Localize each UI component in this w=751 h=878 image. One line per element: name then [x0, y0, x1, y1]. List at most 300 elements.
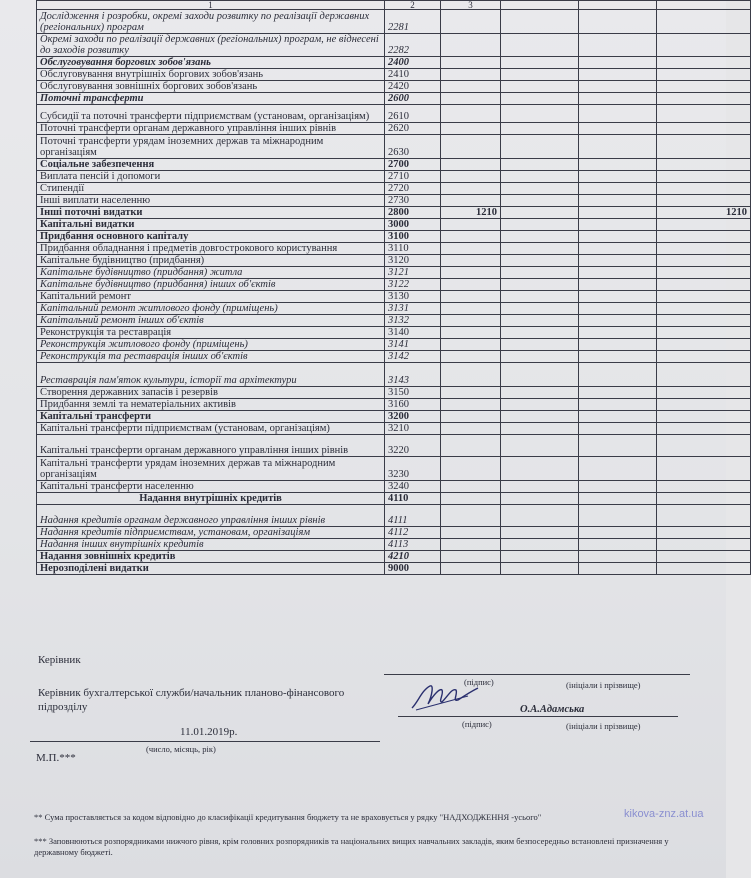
row-empty-cell — [579, 267, 657, 279]
row-code: 9000 — [385, 563, 441, 575]
row-value-col3 — [441, 159, 501, 171]
accountant-signature-line — [398, 716, 678, 717]
row-code: 4210 — [385, 551, 441, 563]
row-empty-cell — [501, 291, 579, 303]
row-empty-cell — [579, 231, 657, 243]
row-value-col3 — [441, 81, 501, 93]
row-empty-cell — [579, 339, 657, 351]
row-code: 3141 — [385, 339, 441, 351]
row-value-col3 — [441, 10, 501, 34]
row-empty-cell — [501, 81, 579, 93]
row-value-col6 — [657, 135, 751, 159]
row-value-col3 — [441, 387, 501, 399]
header-col-5 — [579, 1, 657, 10]
row-value-col6 — [657, 457, 751, 481]
row-code: 3160 — [385, 399, 441, 411]
row-empty-cell — [579, 183, 657, 195]
row-empty-cell — [501, 69, 579, 81]
row-empty-cell — [579, 255, 657, 267]
table-row — [37, 493, 751, 505]
row-empty-cell — [501, 10, 579, 34]
row-value-col6 — [657, 351, 751, 363]
row-code: 2600 — [385, 93, 441, 105]
row-empty-cell — [501, 255, 579, 267]
row-value-col6 — [657, 171, 751, 183]
row-name: Інші поточні видатки — [37, 207, 385, 219]
row-empty-cell — [579, 351, 657, 363]
table-row — [37, 123, 751, 135]
row-value-col6 — [657, 435, 751, 457]
row-name: Поточні трансферти — [37, 93, 385, 105]
row-value-col6 — [657, 399, 751, 411]
row-code: 2800 — [385, 207, 441, 219]
row-code: 3000 — [385, 219, 441, 231]
row-name: Придбання землі та нематеріальних активів — [37, 399, 385, 411]
row-empty-cell — [501, 171, 579, 183]
row-name: Дослідження і розробки, окремі заходи розвитку по реалізації державних (регіональних) програм — [37, 10, 385, 34]
row-empty-cell — [579, 243, 657, 255]
row-value-col3 — [441, 69, 501, 81]
table-row — [37, 411, 751, 423]
row-code: 2400 — [385, 57, 441, 69]
row-name: Надання зовнішніх кредитів — [37, 551, 385, 563]
table-row — [37, 399, 751, 411]
row-name: Надання кредитів підприємствам, установам, організаціям — [37, 527, 385, 539]
row-value-col3 — [441, 34, 501, 57]
row-name: Субсидії та поточні трансферти підприємствам (установам, організаціям) — [37, 105, 385, 123]
row-value-col6 — [657, 105, 751, 123]
row-code: 3220 — [385, 435, 441, 457]
row-value-col3 — [441, 327, 501, 339]
row-code: 4110 — [385, 493, 441, 505]
row-name: Обслуговування зовнішніх боргових зобов'язань — [37, 81, 385, 93]
row-empty-cell — [501, 159, 579, 171]
row-empty-cell — [579, 423, 657, 435]
row-value-col3 — [441, 219, 501, 231]
row-value-col6 — [657, 34, 751, 57]
table-row — [37, 505, 751, 527]
row-name: Капітальні трансферти підприємствам (установам, організаціям) — [37, 423, 385, 435]
row-code: 2281 — [385, 10, 441, 34]
date-value: 11.01.2019р. — [180, 726, 238, 738]
row-code: 3122 — [385, 279, 441, 291]
row-value-col6 — [657, 551, 751, 563]
row-value-col3 — [441, 291, 501, 303]
row-code: 3121 — [385, 267, 441, 279]
row-empty-cell — [579, 563, 657, 575]
row-value-col6 — [657, 219, 751, 231]
row-empty-cell — [501, 351, 579, 363]
row-name: Соціальне забезпечення — [37, 159, 385, 171]
row-value-col6 — [657, 505, 751, 527]
head-label: Керівник — [38, 654, 81, 666]
table-row — [37, 315, 751, 327]
table-row — [37, 339, 751, 351]
row-value-col3 — [441, 551, 501, 563]
table-row — [37, 93, 751, 105]
row-empty-cell — [579, 457, 657, 481]
table-row — [37, 231, 751, 243]
row-name: Обслуговування внутрішніх боргових зобов'язань — [37, 69, 385, 81]
row-value-col3 — [441, 255, 501, 267]
table-row — [37, 527, 751, 539]
row-value-col3 — [441, 539, 501, 551]
row-empty-cell — [501, 387, 579, 399]
row-value-col6 — [657, 363, 751, 387]
row-code: 3110 — [385, 243, 441, 255]
row-value-col6 — [657, 527, 751, 539]
row-name: Капітальні трансферти — [37, 411, 385, 423]
row-empty-cell — [501, 481, 579, 493]
header-col-6 — [657, 1, 751, 10]
table-row — [37, 551, 751, 563]
row-value-col6 — [657, 10, 751, 34]
row-empty-cell — [579, 279, 657, 291]
row-value-col6 — [657, 279, 751, 291]
row-value-col3 — [441, 171, 501, 183]
row-code: 3240 — [385, 481, 441, 493]
row-empty-cell — [501, 457, 579, 481]
row-empty-cell — [579, 411, 657, 423]
row-code: 2630 — [385, 135, 441, 159]
row-value-col6 — [657, 123, 751, 135]
row-value-col6 — [657, 303, 751, 315]
row-value-col6 — [657, 493, 751, 505]
row-empty-cell — [501, 123, 579, 135]
table-row — [37, 135, 751, 159]
row-code: 2282 — [385, 34, 441, 57]
row-value-col6 — [657, 231, 751, 243]
row-empty-cell — [501, 231, 579, 243]
watermark-text: kikova-znz.at.ua — [624, 808, 704, 820]
row-value-col6 — [657, 81, 751, 93]
row-empty-cell — [501, 279, 579, 291]
table-row — [37, 351, 751, 363]
row-code: 3210 — [385, 423, 441, 435]
row-name: Капітальний ремонт житлового фонду (приміщень) — [37, 303, 385, 315]
row-value-col6: 1210 — [657, 207, 751, 219]
row-value-col6 — [657, 267, 751, 279]
table-row — [37, 563, 751, 575]
row-value-col6 — [657, 183, 751, 195]
row-value-col3 — [441, 493, 501, 505]
row-empty-cell — [501, 135, 579, 159]
table-row — [37, 219, 751, 231]
table-row — [37, 57, 751, 69]
table-row — [37, 423, 751, 435]
row-value-col3 — [441, 423, 501, 435]
row-value-col3 — [441, 303, 501, 315]
table-row — [37, 69, 751, 81]
row-name: Капітальні видатки — [37, 219, 385, 231]
table-row — [37, 243, 751, 255]
row-empty-cell — [501, 267, 579, 279]
row-name: Капітальний ремонт — [37, 291, 385, 303]
row-value-col3 — [441, 93, 501, 105]
table-row — [37, 481, 751, 493]
row-name: Капітальне будівництво (придбання) інших об'єктів — [37, 279, 385, 291]
row-value-col3 — [441, 123, 501, 135]
row-value-col6 — [657, 291, 751, 303]
row-empty-cell — [579, 81, 657, 93]
row-empty-cell — [501, 435, 579, 457]
row-empty-cell — [579, 93, 657, 105]
header-col-4 — [501, 1, 579, 10]
table-header-row — [37, 1, 751, 10]
row-empty-cell — [501, 563, 579, 575]
footnote-3: *** Заповнюються розпорядниками нижчого рівня, крім головних розпорядників та національних вищих навчальних закладів, яким безпосередньо встановлені призначення у державному бюджеті. — [34, 836, 669, 857]
row-empty-cell — [579, 34, 657, 57]
row-name: Інші виплати населенню — [37, 195, 385, 207]
accountant-initials-caption: (ініціали і прізвище) — [566, 721, 641, 731]
row-name: Капітальний ремонт інших об'єктів — [37, 315, 385, 327]
row-value-col3 — [441, 231, 501, 243]
row-empty-cell — [501, 315, 579, 327]
row-code: 2410 — [385, 69, 441, 81]
header-col-3: 3 — [441, 1, 501, 10]
accountant-signature-caption: (підпис) — [462, 719, 492, 729]
table-row — [37, 183, 751, 195]
table-row — [37, 291, 751, 303]
row-name: Надання кредитів органам державного управління інших рівнів — [37, 505, 385, 527]
table-row — [37, 457, 751, 481]
budget-table — [36, 0, 751, 575]
row-empty-cell — [501, 93, 579, 105]
table-row — [37, 267, 751, 279]
row-name: Обслуговування боргових зобов'язань — [37, 57, 385, 69]
row-value-col6 — [657, 195, 751, 207]
row-value-col3: 1210 — [441, 207, 501, 219]
row-empty-cell — [579, 57, 657, 69]
row-empty-cell — [579, 505, 657, 527]
table-row — [37, 159, 751, 171]
row-empty-cell — [579, 539, 657, 551]
date-caption: (число, місяць, рік) — [146, 744, 216, 754]
row-value-col3 — [441, 435, 501, 457]
row-name: Капітальні трансферти органам державного управління інших рівнів — [37, 435, 385, 457]
row-name: Нерозподілені видатки — [37, 563, 385, 575]
row-empty-cell — [501, 243, 579, 255]
row-empty-cell — [579, 195, 657, 207]
table-row — [37, 435, 751, 457]
row-code: 3230 — [385, 457, 441, 481]
row-empty-cell — [501, 195, 579, 207]
row-name: Капітальне будівництво (придбання) — [37, 255, 385, 267]
row-name: Надання інших внутрішніх кредитів — [37, 539, 385, 551]
row-value-col3 — [441, 505, 501, 527]
row-empty-cell — [579, 387, 657, 399]
row-code: 3131 — [385, 303, 441, 315]
accountant-name: О.А.Адамська — [520, 704, 585, 715]
row-empty-cell — [579, 399, 657, 411]
row-value-col3 — [441, 351, 501, 363]
row-empty-cell — [579, 481, 657, 493]
row-code: 2420 — [385, 81, 441, 93]
row-name: Реставрація пам'яток культури, історії та архітектури — [37, 363, 385, 387]
row-empty-cell — [579, 527, 657, 539]
table-row — [37, 327, 751, 339]
row-value-col6 — [657, 327, 751, 339]
header-col-2: 2 — [385, 1, 441, 10]
row-code: 4112 — [385, 527, 441, 539]
row-value-col6 — [657, 57, 751, 69]
row-code: 3120 — [385, 255, 441, 267]
row-empty-cell — [501, 57, 579, 69]
table-row — [37, 255, 751, 267]
table-row — [37, 279, 751, 291]
table-row — [37, 195, 751, 207]
row-value-col3 — [441, 105, 501, 123]
row-name: Капітальні трансферти урядам іноземних держав та міжнародним організаціям — [37, 457, 385, 481]
row-value-col6 — [657, 387, 751, 399]
row-value-col3 — [441, 195, 501, 207]
row-value-col3 — [441, 399, 501, 411]
row-code: 3150 — [385, 387, 441, 399]
row-value-col3 — [441, 279, 501, 291]
row-empty-cell — [579, 551, 657, 563]
row-name: Поточні трансферти органам державного управління інших рівнів — [37, 123, 385, 135]
table-row — [37, 387, 751, 399]
row-value-col3 — [441, 183, 501, 195]
row-name: Виплата пенсій і допомоги — [37, 171, 385, 183]
row-value-col3 — [441, 527, 501, 539]
row-value-col6 — [657, 563, 751, 575]
table-row — [37, 105, 751, 123]
row-name: Створення державних запасів і резервів — [37, 387, 385, 399]
row-name: Поточні трансферти урядам іноземних держав та міжнародним організаціям — [37, 135, 385, 159]
table-row — [37, 363, 751, 387]
head-initials-caption: (ініціали і прізвище) — [566, 680, 641, 690]
handwritten-signature — [408, 680, 484, 714]
row-empty-cell — [501, 493, 579, 505]
row-name: Надання внутрішніх кредитів — [37, 493, 385, 505]
row-code: 2730 — [385, 195, 441, 207]
row-name: Реконструкція та реставрація інших об'єктів — [37, 351, 385, 363]
row-value-col6 — [657, 481, 751, 493]
row-empty-cell — [501, 539, 579, 551]
row-value-col6 — [657, 339, 751, 351]
row-empty-cell — [501, 423, 579, 435]
header-col-1: 1 — [37, 1, 385, 10]
row-value-col3 — [441, 563, 501, 575]
row-empty-cell — [579, 135, 657, 159]
row-empty-cell — [579, 123, 657, 135]
row-empty-cell — [501, 303, 579, 315]
row-name: Реконструкція та реставрація — [37, 327, 385, 339]
row-name: Реконструкція житлового фонду (приміщень) — [37, 339, 385, 351]
row-code: 3200 — [385, 411, 441, 423]
row-empty-cell — [579, 327, 657, 339]
row-name: Придбання обладнання і предметів довгострокового користування — [37, 243, 385, 255]
row-code: 3132 — [385, 315, 441, 327]
row-code: 3143 — [385, 363, 441, 387]
row-name: Капітальне будівництво (придбання) житла — [37, 267, 385, 279]
row-empty-cell — [501, 411, 579, 423]
row-code: 2610 — [385, 105, 441, 123]
table-row — [37, 10, 751, 34]
row-value-col6 — [657, 315, 751, 327]
row-value-col3 — [441, 457, 501, 481]
row-empty-cell — [501, 363, 579, 387]
row-code: 2700 — [385, 159, 441, 171]
signature-section — [0, 640, 726, 878]
row-value-col6 — [657, 159, 751, 171]
row-code: 3142 — [385, 351, 441, 363]
row-code: 4111 — [385, 505, 441, 527]
row-value-col6 — [657, 69, 751, 81]
row-value-col3 — [441, 267, 501, 279]
row-empty-cell — [579, 363, 657, 387]
row-empty-cell — [501, 527, 579, 539]
row-code: 3130 — [385, 291, 441, 303]
row-empty-cell — [579, 435, 657, 457]
row-empty-cell — [501, 34, 579, 57]
row-name: Придбання основного капіталу — [37, 231, 385, 243]
row-empty-cell — [579, 493, 657, 505]
table-row — [37, 303, 751, 315]
footnote-2: ** Сума проставляється за кодом відповідно до класифікації кредитування бюджету та не враховується у рядку "НАДХОДЖЕННЯ -усього" — [34, 812, 542, 822]
row-code: 2620 — [385, 123, 441, 135]
table-row — [37, 539, 751, 551]
accountant-label: Керівник бухгалтерської служби/начальник планово-фінансового підрозділу — [38, 687, 345, 713]
row-code: 3100 — [385, 231, 441, 243]
row-name: Стипендії — [37, 183, 385, 195]
row-code: 2710 — [385, 171, 441, 183]
row-empty-cell — [501, 219, 579, 231]
row-empty-cell — [501, 505, 579, 527]
row-value-col3 — [441, 243, 501, 255]
row-empty-cell — [579, 315, 657, 327]
row-empty-cell — [501, 183, 579, 195]
row-name: Капітальні трансферти населенню — [37, 481, 385, 493]
head-signature-caption: (підпис) — [464, 677, 494, 687]
table-row — [37, 34, 751, 57]
row-code: 2720 — [385, 183, 441, 195]
row-value-col3 — [441, 315, 501, 327]
row-empty-cell — [501, 339, 579, 351]
row-value-col6 — [657, 423, 751, 435]
row-value-col3 — [441, 57, 501, 69]
row-empty-cell — [579, 10, 657, 34]
row-empty-cell — [579, 303, 657, 315]
row-code: 3140 — [385, 327, 441, 339]
row-empty-cell — [579, 171, 657, 183]
row-empty-cell — [579, 105, 657, 123]
row-value-col6 — [657, 93, 751, 105]
head-signature-line — [384, 674, 690, 675]
date-line — [30, 741, 380, 742]
row-empty-cell — [579, 69, 657, 81]
row-value-col3 — [441, 339, 501, 351]
row-value-col6 — [657, 411, 751, 423]
row-value-col3 — [441, 411, 501, 423]
row-empty-cell — [501, 327, 579, 339]
row-empty-cell — [579, 291, 657, 303]
row-value-col3 — [441, 135, 501, 159]
table-row — [37, 171, 751, 183]
row-value-col6 — [657, 255, 751, 267]
row-empty-cell — [579, 159, 657, 171]
row-name: Окремі заходи по реалізації державних (регіональних) програм, не віднесені до заходів розвитку — [37, 34, 385, 57]
table-row — [37, 207, 751, 219]
table-row — [37, 81, 751, 93]
row-value-col3 — [441, 481, 501, 493]
row-code: 4113 — [385, 539, 441, 551]
row-empty-cell — [501, 551, 579, 563]
row-empty-cell — [501, 207, 579, 219]
row-empty-cell — [579, 219, 657, 231]
row-empty-cell — [579, 207, 657, 219]
